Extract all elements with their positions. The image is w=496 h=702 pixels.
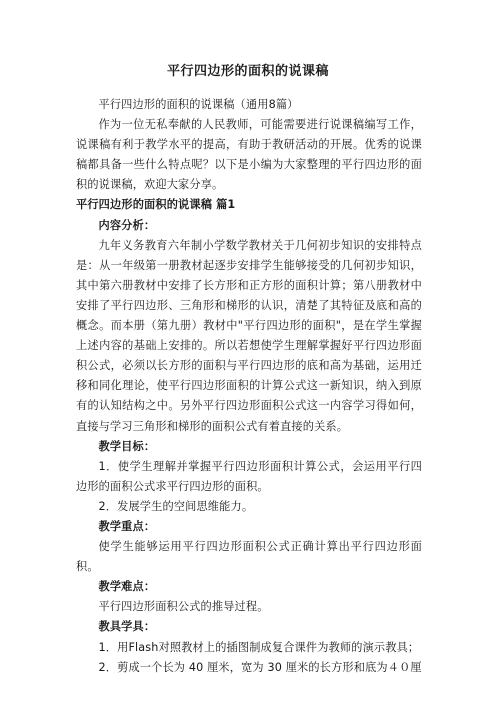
body-paragraph: 平行四边形面积公式的推导过程。 (98, 600, 269, 614)
document-body (76, 95, 422, 678)
body-paragraph: 使学生能够运用平行四边形面积公式正确计算出平行四边形面积。 (76, 540, 422, 574)
section-heading: 教具学具： (98, 620, 156, 634)
section-heading: 内容分析： (98, 218, 156, 232)
section-heading: 教学重点： (98, 519, 156, 533)
body-paragraph: 1．使学生理解并掌握平行四边形面积计算公式，会运用平行四边形的面积公式求平行四边形的面积。 (76, 459, 422, 493)
section-heading: 教学难点： (98, 580, 156, 594)
body-paragraph: 作为一位无私奉献的人民教师，可能需要进行说课稿编写工作，说课稿有利于教学水平的提高，有助于教研活动的开展。优秀的说课稿都具备一些什么特点呢？以下是小编为大家整理的平行四边形的面积的说课稿，欢迎大家分享。 (76, 118, 422, 192)
body-paragraph: 平行四边形的面积的说课稿（通用8篇） (98, 98, 299, 111)
body-paragraph: 2．发展学生的空间思维能力。 (98, 499, 254, 513)
body-paragraph: 2．剪成一个长为 40 厘米，宽为 30 厘米的长方形和底为４０厘 (98, 660, 422, 674)
document-title: 平行四边形的面积的说课稿 (166, 64, 329, 79)
body-paragraph: 九年义务教育六年制小学数学教材关于几何初步知识的安排特点是：从一年级第一册教材起逐步安排学生能够接受的几何初步知识，其中第六册教材中安排了长方形和正方形的面积计算；第八册教材中安排了平行四边形、三角形和梯形的认识，清楚了其特征及底和高的概念。而本册（第九册）教材中"平行四边形的面积"，是在学生掌握上述内容的基础上安排的。所以若想使学生理解掌握好平行四边形面积公式，必须以长方形的面积与平行四边形的底和高为基础，运用迁移和同化理论，使平行四边形面积的计算公式这一新知识，纳入到原有的认知结构之中。另外平行四边形面积公式这一内容学习得如何，直接与学习三角形和梯形的面积公式有着直接的关系。 (76, 238, 422, 433)
section-heading: 平行四边形的面积的说课稿 篇1 (76, 198, 236, 212)
body-paragraph: 1．用Flash对照教材上的插图制成复合课件为教师的演示教具； (98, 640, 420, 654)
section-heading: 教学目标： (98, 439, 156, 453)
